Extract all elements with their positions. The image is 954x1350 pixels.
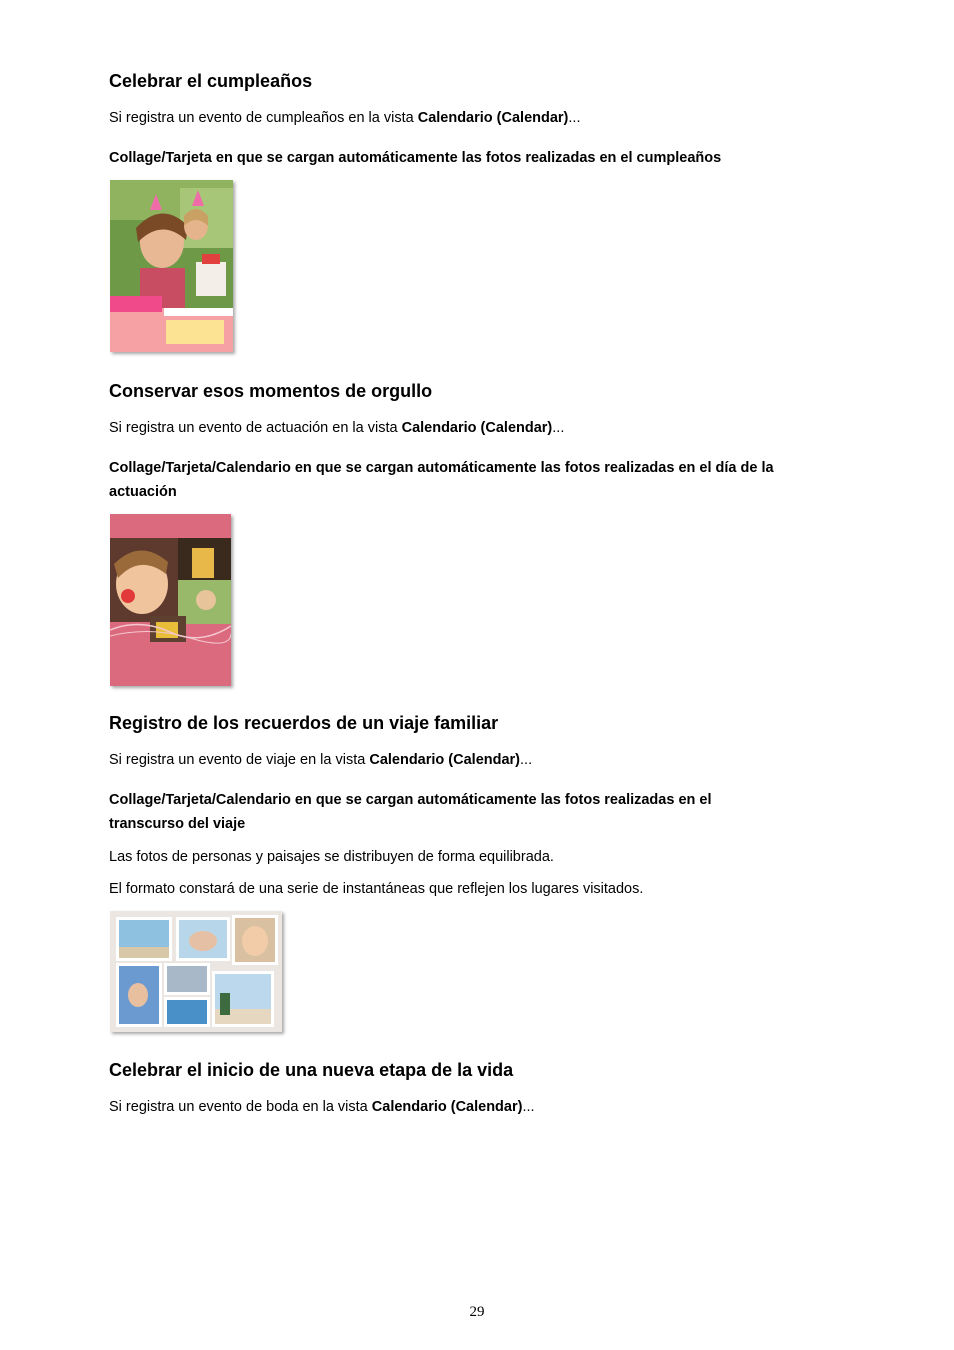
birthday-collage-thumbnail [110, 180, 233, 352]
section-title-birthday: Celebrar el cumpleaños [109, 71, 313, 91]
performance-collage-thumbnail [110, 514, 231, 686]
section-intro-birthday: Si registra un evento de cumpleaños en la vista Calendario (Calendar)... [109, 110, 581, 126]
section-subheading-trip: Collage/Tarjeta/Calendario en que se cargan automáticamente las fotos realizadas en el transcurso del viaje [109, 792, 712, 832]
section-intro-trip: Si registra un evento de viaje en la vista Calendario (Calendar)... [109, 752, 533, 768]
section-title-wedding: Celebrar el inicio de una nueva etapa de la vida [109, 1060, 514, 1080]
section-intro-wedding: Si registra un evento de boda en la vista Calendario (Calendar)... [109, 1099, 535, 1115]
page-number: 29 [469, 1304, 485, 1320]
section-intro-performance: Si registra un evento de actuación en la vista Calendario (Calendar)... [109, 420, 565, 436]
section-title-trip: Registro de los recuerdos de un viaje familiar [109, 713, 499, 733]
section-subheading-performance: Collage/Tarjeta/Calendario en que se cargan automáticamente las fotos realizadas en el día de la actuación [109, 460, 774, 500]
trip-paragraph: El formato constará de una serie de instantáneas que reflejen los lugares visitados. [109, 881, 644, 897]
section-subheading-birthday: Collage/Tarjeta en que se cargan automáticamente las fotos realizadas en el cumpleaños [109, 150, 722, 166]
section-title-performance: Conservar esos momentos de orgullo [109, 381, 433, 401]
trip-collage-thumbnail [110, 911, 282, 1032]
trip-paragraph: Las fotos de personas y paisajes se distribuyen de forma equilibrada. [109, 849, 554, 865]
